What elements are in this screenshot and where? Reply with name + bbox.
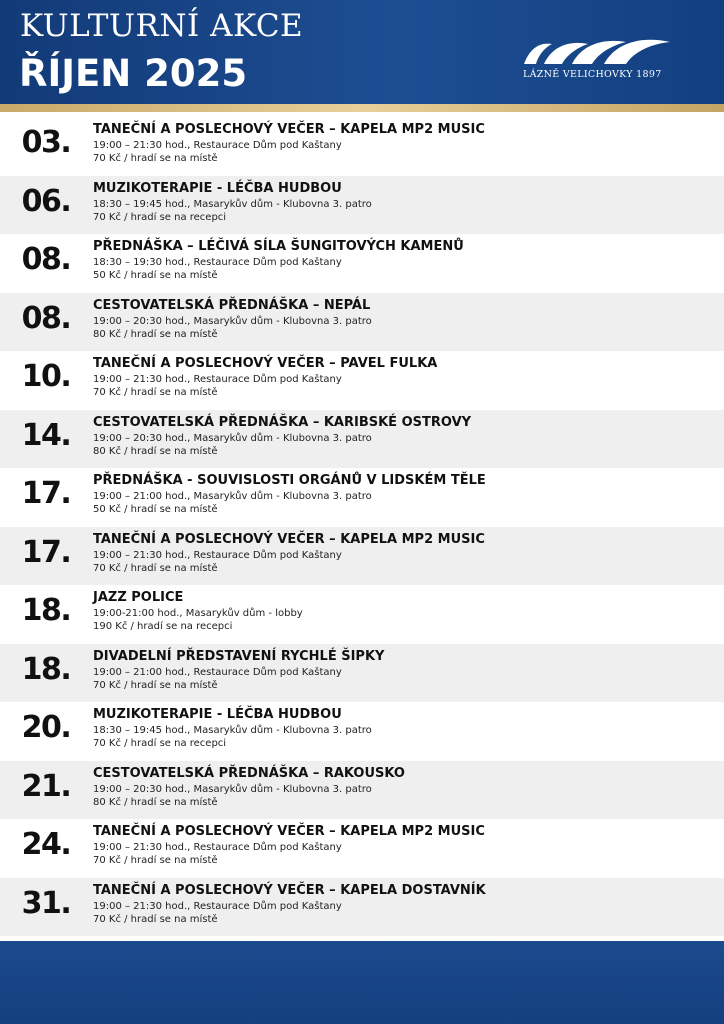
event-time-location: 19:00 – 21:30 hod., Restaurace Dům pod Kaštany <box>93 140 342 151</box>
event-day: 10. <box>21 359 71 394</box>
event-day: 18. <box>21 593 71 628</box>
event-title: TANEČNÍ A POSLECHOVÝ VEČER – KAPELA MP2 MUSIC <box>93 824 485 839</box>
header-banner <box>0 0 724 104</box>
event-title: TANEČNÍ A POSLECHOVÝ VEČER – KAPELA MP2 MUSIC <box>93 531 485 547</box>
event-time-location: 18:30 – 19:45 hod., Masarykův dům - Klubovna 3. patro <box>93 725 372 736</box>
event-time-location: 19:00 – 20:30 hod., Masarykův dům - Klubovna 3. patro <box>93 432 372 444</box>
event-row <box>0 293 724 352</box>
event-row <box>0 702 724 761</box>
event-title: CESTOVATELSKÁ PŘEDNÁŠKA – NEPÁL <box>93 297 371 313</box>
event-price: 70 Kč / hradí se na místě <box>93 387 218 398</box>
gold-divider <box>0 104 724 112</box>
event-price: 80 Kč / hradí se na místě <box>93 328 218 340</box>
event-time-location: 19:00 – 21:30 hod., Restaurace Dům pod Kaštany <box>93 842 342 853</box>
event-title: PŘEDNÁŠKA - SOUVISLOSTI ORGÁNŮ V LIDSKÉM TĚLE <box>93 473 486 488</box>
event-time-location: 19:00 – 20:30 hod., Masarykův dům - Klubovna 3. patro <box>93 783 372 795</box>
event-price: 50 Kč / hradí se na místě <box>93 270 218 281</box>
event-price: 80 Kč / hradí se na místě <box>93 796 218 808</box>
wave-logo-icon <box>522 34 672 68</box>
event-row <box>0 117 724 176</box>
event-time-location: 19:00 – 21:30 hod., Restaurace Dům pod Kaštany <box>93 900 342 912</box>
event-row <box>0 644 724 703</box>
brand-logo <box>522 34 674 86</box>
event-price: 70 Kč / hradí se na místě <box>93 153 218 164</box>
event-row <box>0 819 724 878</box>
event-row <box>0 761 724 820</box>
event-day: 21. <box>21 768 71 804</box>
event-day: 06. <box>21 183 71 219</box>
event-price: 50 Kč / hradí se na místě <box>93 504 218 515</box>
event-title: MUZIKOTERAPIE - LÉČBA HUDBOU <box>93 707 342 722</box>
event-title: PŘEDNÁŠKA – LÉČIVÁ SÍLA ŠUNGITOVÝCH KAMENŮ <box>93 239 464 254</box>
event-day: 31. <box>21 885 71 921</box>
event-price: 80 Kč / hradí se na místě <box>93 445 218 457</box>
event-day: 17. <box>21 534 71 570</box>
event-row <box>0 468 724 527</box>
event-day: 08. <box>21 300 71 336</box>
event-title: MUZIKOTERAPIE - LÉČBA HUDBOU <box>93 180 342 196</box>
event-title: TANEČNÍ A POSLECHOVÝ VEČER – PAVEL FULKA <box>93 356 438 371</box>
event-time-location: 18:30 – 19:30 hod., Restaurace Dům pod Kaštany <box>93 257 342 268</box>
event-day: 24. <box>21 827 71 862</box>
event-title: CESTOVATELSKÁ PŘEDNÁŠKA – KARIBSKÉ OSTROVY <box>93 414 472 430</box>
event-row <box>0 527 724 586</box>
page-title-month: ŘÍJEN 2025 <box>19 52 248 95</box>
event-row <box>0 878 724 937</box>
event-day: 18. <box>21 651 71 687</box>
event-price: 70 Kč / hradí se na místě <box>93 562 218 574</box>
event-day: 14. <box>21 417 71 453</box>
event-list <box>0 117 724 936</box>
event-time-location: 19:00 – 21:30 hod., Restaurace Dům pod Kaštany <box>93 374 342 385</box>
event-time-location: 19:00 – 21:30 hod., Restaurace Dům pod Kaštany <box>93 549 342 561</box>
event-day: 08. <box>21 242 71 277</box>
page-title-top: KULTURNÍ AKCE <box>20 8 304 44</box>
event-row <box>0 351 724 410</box>
event-row <box>0 234 724 293</box>
brand-name: LÁZNĚ VELICHOVKY 1897 <box>523 69 662 80</box>
event-time-location: 18:30 – 19:45 hod., Masarykův dům - Klubovna 3. patro <box>93 198 372 210</box>
event-day: 03. <box>21 125 71 160</box>
event-price: 70 Kč / hradí se na místě <box>93 913 218 925</box>
event-row <box>0 176 724 235</box>
event-time-location: 19:00 – 20:30 hod., Masarykův dům - Klubovna 3. patro <box>93 315 372 327</box>
event-title: DIVADELNÍ PŘEDSTAVENÍ RYCHLÉ ŠIPKY <box>93 648 385 664</box>
event-price: 70 Kč / hradí se na recepci <box>93 211 227 223</box>
footer-band <box>0 941 724 1024</box>
event-price: 70 Kč / hradí se na místě <box>93 855 218 866</box>
event-title: TANEČNÍ A POSLECHOVÝ VEČER – KAPELA DOSTAVNÍK <box>93 882 486 898</box>
event-time-location: 19:00-21:00 hod., Masarykův dům - lobby <box>93 608 303 619</box>
event-row <box>0 585 724 644</box>
event-price: 70 Kč / hradí se na recepci <box>93 738 227 749</box>
event-title: CESTOVATELSKÁ PŘEDNÁŠKA – RAKOUSKO <box>93 765 405 781</box>
event-price: 70 Kč / hradí se na místě <box>93 679 218 691</box>
event-row <box>0 410 724 469</box>
event-time-location: 19:00 – 21:00 hod., Restaurace Dům pod Kaštany <box>93 666 342 678</box>
event-title: JAZZ POLICE <box>93 590 184 605</box>
event-time-location: 19:00 – 21:00 hod., Masarykův dům - Klubovna 3. patro <box>93 491 372 502</box>
event-price: 190 Kč / hradí se na recepci <box>93 621 233 632</box>
event-day: 20. <box>21 710 71 745</box>
event-day: 17. <box>21 476 71 511</box>
event-title: TANEČNÍ A POSLECHOVÝ VEČER – KAPELA MP2 MUSIC <box>93 122 485 137</box>
